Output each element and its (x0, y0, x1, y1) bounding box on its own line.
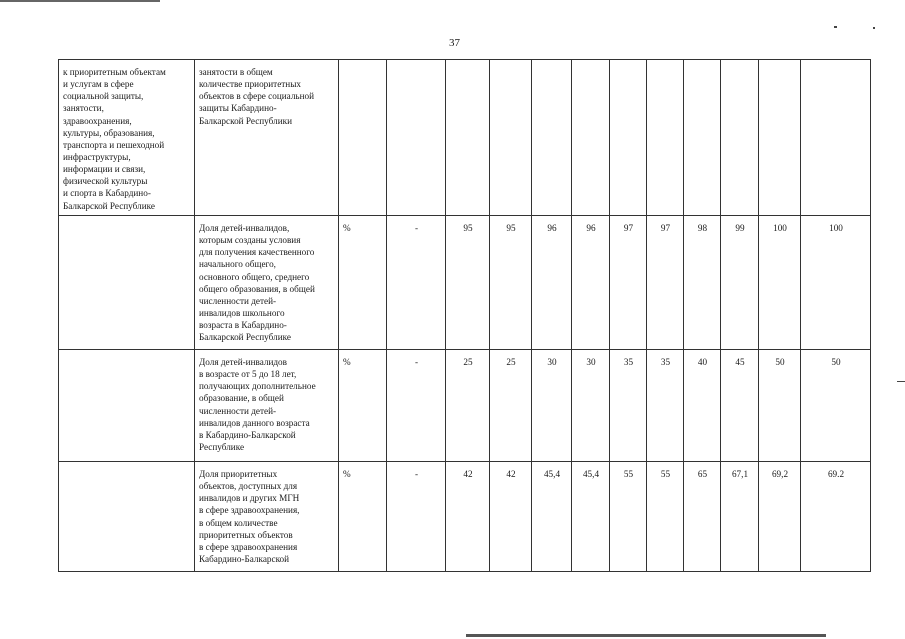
value-cell: 98 (684, 216, 721, 350)
base-value-cell: - (387, 350, 446, 462)
value-cell: 96 (572, 216, 610, 350)
scan-artifact (897, 381, 905, 382)
value-cell: 55 (647, 462, 684, 572)
scan-artifact (0, 0, 160, 2)
table-row (59, 462, 871, 572)
value-cell: 96 (532, 216, 572, 350)
objective-cell (59, 216, 195, 350)
indicator-text: занятости в общем количестве приоритетных объектов в сфере социальной защиты Кабардино- Балкарской Республики (199, 67, 315, 126)
table-row (59, 350, 871, 462)
value-cell (759, 60, 801, 216)
unit-cell: % (339, 462, 387, 572)
base-value-cell (387, 60, 446, 216)
unit-cell: % (339, 216, 387, 350)
scan-artifact (873, 27, 875, 29)
value-cell: 97 (647, 216, 684, 350)
value-cell (572, 60, 610, 216)
value-cell: 55 (610, 462, 647, 572)
indicator-cell (195, 462, 339, 572)
value-cell (532, 60, 572, 216)
unit-cell (339, 60, 387, 216)
value-cell: 42 (490, 462, 532, 572)
indicator-text: Доля приоритетных объектов, доступных для инвалидов и других МГН в сфере здравоохранения, в общем количестве приоритетных объектов в сфере здравоохранения Кабардино-Балкарской (199, 469, 300, 564)
value-cell: 65 (684, 462, 721, 572)
value-cell: 45,4 (532, 462, 572, 572)
value-cell: 95 (490, 216, 532, 350)
objective-text: к приоритетным объектам и услугам в сфере социальной защиты, занятости, здравоохранения, культуры, образования, транспорта и пешеходной инфраструктуры, информации и связи, физической культуры и спорта в Кабардино- Балкарской Республике (63, 67, 166, 211)
value-cell: 97 (610, 216, 647, 350)
base-value-cell: - (387, 216, 446, 350)
value-cell: 45 (721, 350, 759, 462)
value-cell: 30 (572, 350, 610, 462)
value-cell: 69.2 (801, 462, 871, 572)
objective-cell (59, 60, 195, 216)
objective-cell (59, 350, 195, 462)
objective-cell (59, 462, 195, 572)
value-cell: 99 (721, 216, 759, 350)
scan-artifact (466, 634, 826, 637)
indicator-text: Доля детей-инвалидов, которым созданы условия для получения качественного начального общего, основного общего, среднего общего образования, в общей численности детей- инвалидов школьного возраста в Кабардино- Балкарской Республике (199, 223, 315, 343)
value-cell: 67,1 (721, 462, 759, 572)
indicator-cell (195, 350, 339, 462)
indicator-cell (195, 60, 339, 216)
unit-cell: % (339, 350, 387, 462)
value-cell (721, 60, 759, 216)
value-cell: 50 (759, 350, 801, 462)
value-cell: 45,4 (572, 462, 610, 572)
value-cell: 35 (647, 350, 684, 462)
value-cell (647, 60, 684, 216)
value-cell: 30 (532, 350, 572, 462)
table-row (59, 216, 871, 350)
indicator-text: Доля детей-инвалидов в возрасте от 5 до 18 лет, получающих дополнительное образование, в общей численности детей- инвалидов данного возраста в Кабардино-Балкарской Республике (199, 357, 316, 452)
base-value-cell: - (387, 462, 446, 572)
value-cell (490, 60, 532, 216)
value-cell: 100 (801, 216, 871, 350)
value-cell (684, 60, 721, 216)
value-cell: 69,2 (759, 462, 801, 572)
value-cell: 40 (684, 350, 721, 462)
value-cell: 95 (446, 216, 490, 350)
value-cell: 42 (446, 462, 490, 572)
table-row (59, 60, 871, 216)
value-cell: 50 (801, 350, 871, 462)
value-cell (610, 60, 647, 216)
indicator-cell (195, 216, 339, 350)
value-cell (446, 60, 490, 216)
value-cell: 25 (446, 350, 490, 462)
value-cell: 35 (610, 350, 647, 462)
scan-artifact (834, 26, 837, 28)
value-cell: 25 (490, 350, 532, 462)
value-cell: 100 (759, 216, 801, 350)
indicators-table (58, 59, 871, 572)
page-number: 37 (449, 37, 460, 49)
value-cell (801, 60, 871, 216)
